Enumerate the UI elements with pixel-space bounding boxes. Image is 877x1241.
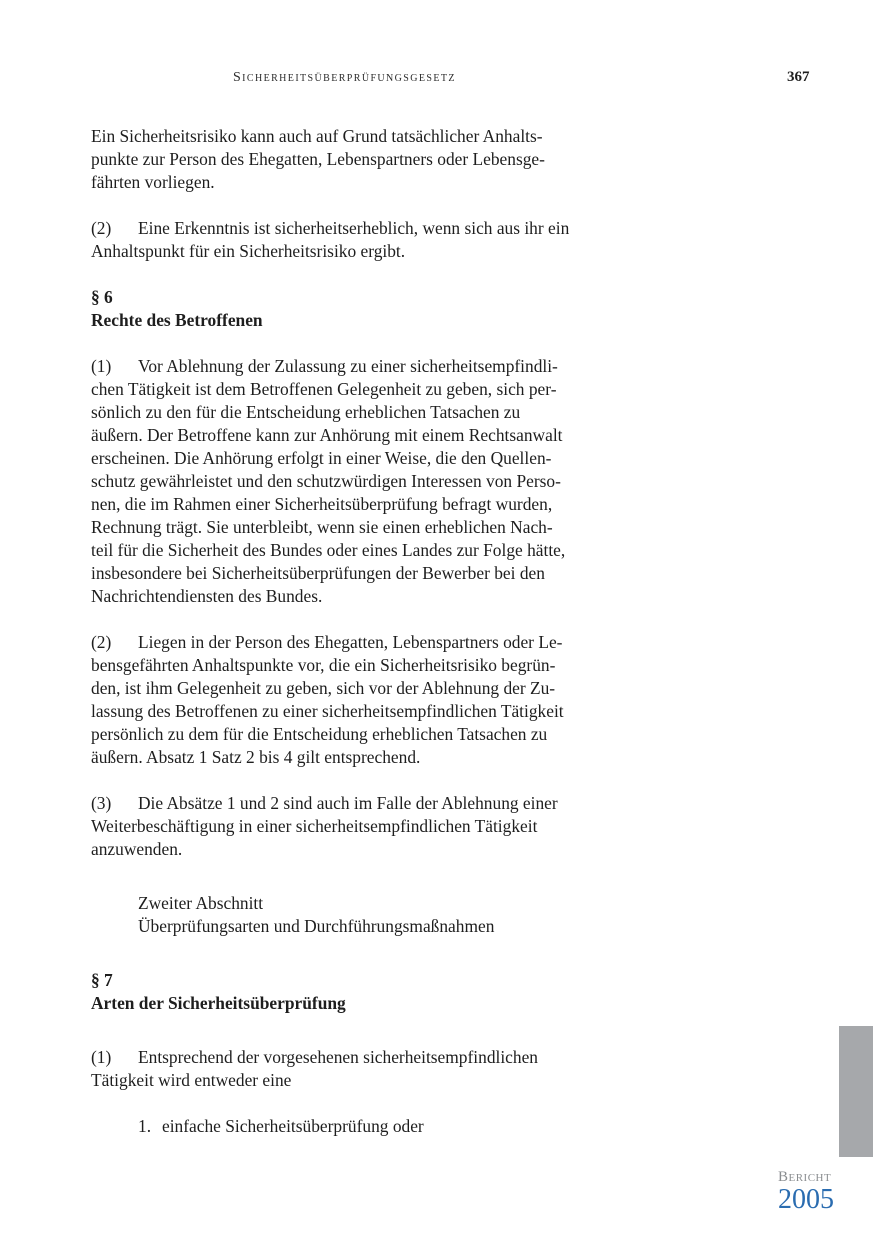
intro-paragraph xyxy=(91,125,651,194)
section-6-heading xyxy=(91,286,651,332)
text-line: Ein Sicherheitsrisiko kann auch auf Grund tatsächlicher Anhalts- xyxy=(91,126,543,146)
side-tab-marker xyxy=(839,1026,873,1157)
text-line: Nachrichtendiensten des Bundes. xyxy=(91,586,323,606)
section-6-paragraph-2 xyxy=(91,631,651,769)
section-7-heading xyxy=(91,969,651,1015)
section-6-paragraph-1 xyxy=(91,355,651,608)
list-marker: 1. xyxy=(138,1116,152,1136)
paragraph-number: (1) xyxy=(91,1047,112,1067)
page-body xyxy=(91,125,651,1138)
section-title: Rechte des Betroffenen xyxy=(91,310,263,330)
report-logo-year: 2005 xyxy=(778,1184,834,1215)
text-line: Vor Ablehnung der Zulassung zu einer sicherheitsempfindli- xyxy=(138,356,558,376)
text-line: fährten vorliegen. xyxy=(91,172,215,192)
text-line: Die Absätze 1 und 2 sind auch im Falle der Ablehnung einer xyxy=(138,793,558,813)
text-line: Liegen in der Person des Ehegatten, Lebenspartners oder Le- xyxy=(138,632,563,652)
text-line: insbesondere bei Sicherheitsüberprüfungen der Bewerber bei den xyxy=(91,563,545,583)
page-number: 367 xyxy=(787,69,810,85)
text-line: persönlich zu dem für die Entscheidung erheblichen Tatsachen zu xyxy=(91,724,548,744)
report-logo-word: Bericht xyxy=(778,1169,832,1185)
text-line: äußern. Absatz 1 Satz 2 bis 4 gilt entsprechend. xyxy=(91,747,421,767)
paragraph-number: (3) xyxy=(91,793,112,813)
text-line: Tätigkeit wird entweder eine xyxy=(91,1070,292,1090)
paragraph-number: (1) xyxy=(91,356,112,376)
report-logo xyxy=(778,1168,848,1214)
text-line: äußern. Der Betroffene kann zur Anhörung mit einem Rechtsanwalt xyxy=(91,425,563,445)
text-line: Eine Erkenntnis ist sicherheitserheblich, wenn sich aus ihr ein xyxy=(138,218,570,238)
section-number: § 7 xyxy=(91,970,113,990)
text-line: teil für die Sicherheit des Bundes oder eines Landes zur Folge hätte, xyxy=(91,540,566,560)
section-number: § 6 xyxy=(91,287,113,307)
paragraph-number: (2) xyxy=(91,632,112,652)
paragraph-5-2 xyxy=(91,217,651,263)
text-line: den, ist ihm Gelegenheit zu geben, sich vor der Ablehnung der Zu- xyxy=(91,678,556,698)
running-title: Sicherheitsüberprüfungsgesetz xyxy=(233,70,456,85)
text-line: schutz gewährleistet und den schutzwürdigen Interessen von Perso- xyxy=(91,471,561,491)
enumerated-list xyxy=(91,1115,651,1138)
text-line: bensgefährten Anhaltspunkte vor, die ein Sicherheitsrisiko begrün- xyxy=(91,655,556,675)
text-line: anzuwenden. xyxy=(91,839,183,859)
text-line: erscheinen. Die Anhörung erfolgt in einer Weise, die den Quellen- xyxy=(91,448,552,468)
paragraph-number: (2) xyxy=(91,218,112,238)
chapter-heading xyxy=(91,892,651,938)
text-line: Entsprechend der vorgesehenen sicherheitsempfindlichen xyxy=(138,1047,539,1067)
text-line: Rechnung trägt. Sie unterbleibt, wenn sie einen erheblichen Nach- xyxy=(91,517,553,537)
text-line: Weiterbeschäftigung in einer sicherheitsempfindlichen Tätigkeit xyxy=(91,816,538,836)
text-line: lassung des Betroffenen zu einer sicherheitsempfindlichen Tätigkeit xyxy=(91,701,564,721)
text-line: chen Tätigkeit ist dem Betroffenen Gelegenheit zu geben, sich per- xyxy=(91,379,557,399)
list-item-text: einfache Sicherheitsüberprüfung oder xyxy=(162,1116,424,1136)
text-line: Anhaltspunkt für ein Sicherheitsrisiko ergibt. xyxy=(91,241,406,261)
section-7-paragraph-1 xyxy=(91,1046,651,1092)
list-item xyxy=(138,1115,651,1138)
text-line: punkte zur Person des Ehegatten, Lebenspartners oder Lebensge- xyxy=(91,149,545,169)
text-line: nen, die im Rahmen einer Sicherheitsüberprüfung befragt wurden, xyxy=(91,494,553,514)
section-6-paragraph-3 xyxy=(91,792,651,861)
chapter-label: Zweiter Abschnitt xyxy=(138,893,264,913)
section-title: Arten der Sicherheitsüberprüfung xyxy=(91,993,346,1013)
chapter-title: Überprüfungsarten und Durchführungsmaßnahmen xyxy=(138,916,495,936)
text-line: sönlich zu den für die Entscheidung erheblichen Tatsachen zu xyxy=(91,402,521,422)
